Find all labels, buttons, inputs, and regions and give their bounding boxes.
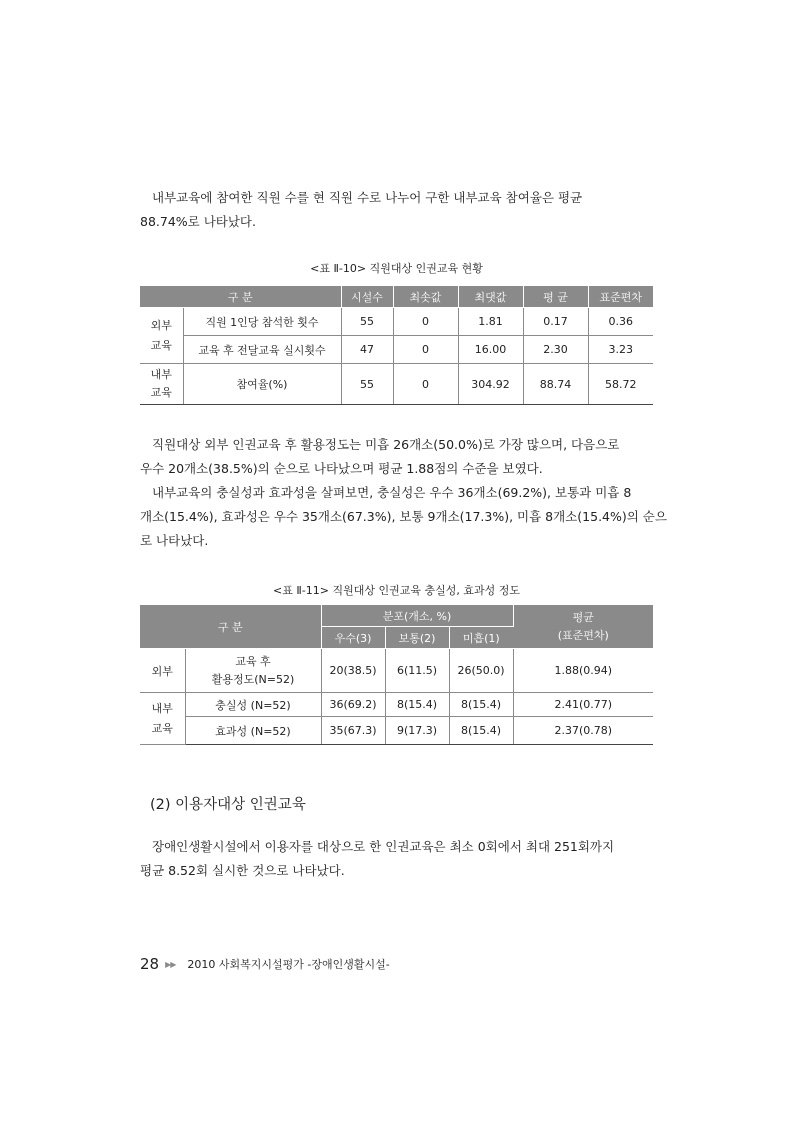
education-quality-table [140, 605, 653, 745]
table-row [140, 308, 653, 336]
cell: 55 [341, 364, 393, 405]
cell: 35(67.3) [321, 717, 385, 745]
paragraph-line: 내부교육에 참여한 직원 수를 현 직원 수로 나누어 구한 내부교육 참여율은 평균 [152, 190, 583, 205]
cell: 1.81 [458, 308, 523, 336]
section-title: (2) 이용자대상 인권교육 [150, 797, 306, 813]
header-distribution: 분포(개소, %) [321, 605, 513, 627]
cell: 58.72 [588, 364, 653, 405]
cell: 304.92 [458, 364, 523, 405]
cell: 2.41(0.77) [513, 693, 653, 717]
row-label: 충실성 (N=52) [185, 693, 321, 717]
staff-education-table [140, 286, 653, 405]
cell: 26(50.0) [449, 649, 513, 693]
table-header-row [140, 286, 653, 308]
header-excellent: 우수(3) [321, 627, 385, 649]
cell: 9(17.3) [385, 717, 449, 745]
table-row [140, 717, 653, 745]
cell: 0 [393, 308, 458, 336]
table-caption: <표 Ⅱ-11> 직원대상 인권교육 충실성, 효과성 정도 [273, 584, 520, 597]
header-mean: 평 균 [523, 286, 588, 308]
cell: 8(15.4) [449, 693, 513, 717]
row-label: 교육 후 전달교육 실시횟수 [183, 336, 341, 364]
cell: 2.30 [523, 336, 588, 364]
table-row [140, 649, 653, 693]
header-min: 최솟값 [393, 286, 458, 308]
cell: 8(15.4) [449, 717, 513, 745]
cell: 1.88(0.94) [513, 649, 653, 693]
cell: 3.23 [588, 336, 653, 364]
double-arrow-icon: ▶▶ [165, 959, 176, 969]
row-label: 교육 후 활용정도(N=52) [185, 649, 321, 693]
header-stddev: 표준편차 [588, 286, 653, 308]
row-label: 직원 1인당 참석한 횟수 [183, 308, 341, 336]
page-number: 28 [140, 955, 160, 973]
paragraph-line: 장애인생활시설에서 이용자를 대상으로 한 인권교육은 최소 0회에서 최대 251회까지 [152, 839, 615, 854]
table-row [140, 693, 653, 717]
group-label-internal: 내부 교육 [140, 364, 183, 405]
table-caption: <표 Ⅱ-10> 직원대상 인권교육 현황 [310, 262, 483, 275]
paragraph-internal-participation [140, 186, 653, 234]
group-label-internal: 내부 교육 [140, 693, 185, 745]
table-header-row [140, 605, 653, 627]
paragraph-line: 직원대상 외부 인권교육 후 활용정도는 미흡 26개소(50.0%)로 가장 많으며, 다음으로 [152, 437, 620, 452]
paragraph-line: 내부교육의 충실성과 효과성을 살펴보면, 충실성은 우수 36개소(69.2%), 보통과 미흡 8 [152, 485, 632, 500]
header-facility-count: 시설수 [341, 286, 393, 308]
cell: 0.36 [588, 308, 653, 336]
header-category: 구 분 [140, 286, 341, 308]
table-row [140, 336, 653, 364]
header-average-grade: 보통(2) [385, 627, 449, 649]
paragraph-line: 로 나타났다. [140, 533, 209, 548]
group-label-external: 외부 [140, 649, 185, 693]
cell: 2.37(0.78) [513, 717, 653, 745]
paragraph-line: 우수 20개소(38.5%)의 순으로 나타났으며 평균 1.88점의 수준을 보였다. [140, 461, 543, 476]
header-category: 구 분 [140, 605, 321, 649]
paragraph-line: 88.74%로 나타났다. [140, 214, 256, 229]
footer-text: 2010 사회복지시설평가 -장애인생활시설- [187, 958, 390, 971]
paragraph-user-education [140, 835, 653, 883]
table-row [140, 364, 653, 405]
row-label: 참여율(%) [183, 364, 341, 405]
cell: 36(69.2) [321, 693, 385, 717]
cell: 0 [393, 364, 458, 405]
row-label: 효과성 (N=52) [185, 717, 321, 745]
header-poor: 미흡(1) [449, 627, 513, 649]
paragraph-utilization [140, 433, 667, 553]
cell: 8(15.4) [385, 693, 449, 717]
group-label-external: 외부 교육 [140, 308, 183, 364]
cell: 6(11.5) [385, 649, 449, 693]
page-footer [140, 955, 390, 973]
paragraph-line: 평균 8.52회 실시한 것으로 나타났다. [140, 863, 345, 878]
cell: 88.74 [523, 364, 588, 405]
header-average: 평균 (표준편차) [513, 605, 653, 649]
header-max: 최댓값 [458, 286, 523, 308]
cell: 55 [341, 308, 393, 336]
cell: 16.00 [458, 336, 523, 364]
cell: 20(38.5) [321, 649, 385, 693]
cell: 47 [341, 336, 393, 364]
cell: 0 [393, 336, 458, 364]
paragraph-line: 개소(15.4%), 효과성은 우수 35개소(67.3%), 보통 9개소(17.3%), 미흡 8개소(15.4%)의 순으 [140, 509, 667, 524]
cell: 0.17 [523, 308, 588, 336]
